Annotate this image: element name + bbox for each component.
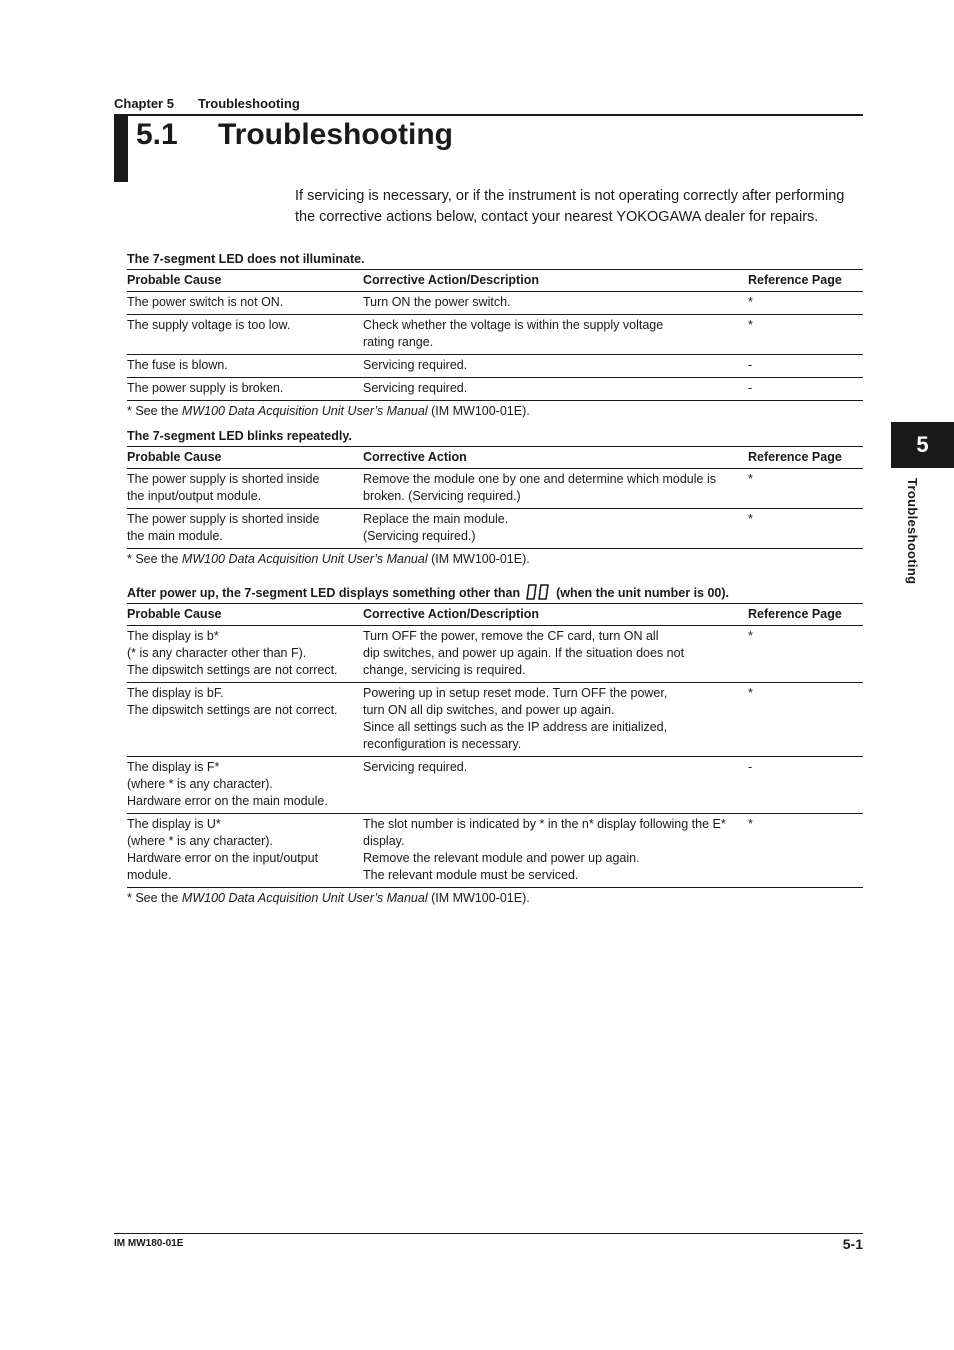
cause-cell xyxy=(127,509,363,549)
action-line: rating range. xyxy=(363,335,434,349)
action-line: The slot number is indicated by * in the n* display following the E* xyxy=(363,817,726,831)
footer-rule xyxy=(114,1233,863,1234)
section-title xyxy=(136,118,453,152)
cause-line: The display is U* xyxy=(127,817,221,831)
action-cell xyxy=(363,683,748,757)
cause-line: The power switch is not ON. xyxy=(127,295,284,309)
cause-cell xyxy=(127,626,363,683)
intro-paragraph: If servicing is necessary, or if the instrument is not operating correctly after performing the corrective actions below, contact your nearest YOKOGAWA dealer for repairs. xyxy=(295,188,845,225)
table-block-no-illumination xyxy=(127,249,863,421)
action-line: turn ON all dip switches, and power up again. xyxy=(363,703,615,717)
cause-cell xyxy=(127,814,363,888)
reference-cell: * xyxy=(748,469,863,509)
cause-line: (* is any character other than F). xyxy=(127,646,307,660)
chapter-tab: 5 xyxy=(891,422,954,468)
column-header: Corrective Action/Description xyxy=(363,604,748,626)
reference-cell: * xyxy=(748,683,863,757)
column-header: Corrective Action/Description xyxy=(363,270,748,292)
troubleshooting-table xyxy=(127,269,863,401)
table-title-start: After power up, the 7-segment LED displays something other than xyxy=(127,586,521,600)
action-line: Turn ON the power switch. xyxy=(363,295,511,309)
table-block-unexpected-display xyxy=(127,583,863,908)
section-number: 5.1 xyxy=(136,118,178,151)
cause-line: The dipswitch settings are not correct. xyxy=(127,703,338,717)
column-header: Probable Cause xyxy=(127,447,363,469)
column-header: Probable Cause xyxy=(127,270,363,292)
note-manual-title: MW100 Data Acquisition Unit User’s Manual xyxy=(181,552,428,566)
cause-line: The power supply is shorted inside xyxy=(127,472,320,486)
cause-line: The display is F* xyxy=(127,760,220,774)
column-header: Probable Cause xyxy=(127,604,363,626)
column-header: Reference Page xyxy=(748,604,863,626)
reference-cell: * xyxy=(748,292,863,315)
chapter-title: Troubleshooting xyxy=(197,96,300,111)
action-cell xyxy=(363,469,748,509)
cause-line: Hardware error on the input/output xyxy=(127,851,319,865)
action-line: reconfiguration is necessary. xyxy=(363,737,522,751)
table-title: The 7-segment LED does not illuminate. xyxy=(127,252,365,266)
note-prefix: * See the xyxy=(127,552,182,566)
action-line: Since all settings such as the IP address are initialized, xyxy=(363,720,668,734)
section-title-text: Troubleshooting xyxy=(218,118,453,151)
cause-line: The supply voltage is too low. xyxy=(127,318,291,332)
reference-cell: * xyxy=(748,509,863,549)
header-rule xyxy=(114,114,863,116)
note-suffix: (IM MW100-01E). xyxy=(427,552,530,566)
manual-reference-note xyxy=(127,889,863,908)
cause-cell xyxy=(127,469,363,509)
cause-cell xyxy=(127,757,363,814)
note-prefix: * See the xyxy=(127,891,182,905)
reference-cell: - xyxy=(748,378,863,401)
action-line: The relevant module must be serviced. xyxy=(363,868,579,882)
reference-cell: * xyxy=(748,626,863,683)
action-line: Replace the main module. xyxy=(363,512,509,526)
page-number: 5-1 xyxy=(842,1236,863,1252)
note-suffix: (IM MW100-01E). xyxy=(427,404,530,418)
document-code: IM MW180-01E xyxy=(114,1238,184,1249)
action-line: Remove the relevant module and power up again. xyxy=(363,851,640,865)
action-line: Servicing required. xyxy=(363,381,468,395)
cause-cell xyxy=(127,378,363,401)
reference-cell: - xyxy=(748,757,863,814)
troubleshooting-table xyxy=(127,603,863,888)
action-cell xyxy=(363,814,748,888)
manual-reference-note xyxy=(127,550,863,569)
chapter-header xyxy=(114,96,300,111)
action-line: display. xyxy=(363,834,405,848)
manual-reference-note xyxy=(127,402,863,421)
cause-line: (where * is any character). xyxy=(127,834,273,848)
action-cell xyxy=(363,626,748,683)
column-header: Reference Page xyxy=(748,447,863,469)
chapter-label: Chapter 5 xyxy=(114,96,174,111)
action-line: Powering up in setup reset mode. Turn OFF the power, xyxy=(363,686,668,700)
action-line: broken. (Servicing required.) xyxy=(363,489,521,503)
action-cell xyxy=(363,757,748,814)
title-bar xyxy=(114,114,128,182)
action-line: Servicing required. xyxy=(363,760,468,774)
reference-cell: * xyxy=(748,315,863,355)
action-cell xyxy=(363,315,748,355)
cause-line: the main module. xyxy=(127,529,223,543)
cause-line: the input/output module. xyxy=(127,489,262,503)
cause-cell xyxy=(127,355,363,378)
column-header: Reference Page xyxy=(748,270,863,292)
column-header: Corrective Action xyxy=(363,447,748,469)
cause-line: The dipswitch settings are not correct. xyxy=(127,663,338,677)
chapter-tab-label: Troubleshooting xyxy=(905,478,920,585)
action-line: change, servicing is required. xyxy=(363,663,526,677)
note-manual-title: MW100 Data Acquisition Unit User’s Manual xyxy=(181,404,428,418)
table-row xyxy=(127,292,863,315)
cause-line: The display is bF. xyxy=(127,686,224,700)
cause-cell xyxy=(127,292,363,315)
table-title-end: (when the unit number is 00). xyxy=(556,586,730,600)
note-suffix: (IM MW100-01E). xyxy=(427,891,530,905)
action-cell xyxy=(363,509,748,549)
cause-line: (where * is any character). xyxy=(127,777,273,791)
table-title: The 7-segment LED blinks repeatedly. xyxy=(127,429,352,443)
action-cell xyxy=(363,378,748,401)
seven-segment-00-icon xyxy=(526,583,551,601)
table-row xyxy=(127,626,863,683)
table-block-blinking xyxy=(127,426,863,569)
cause-line: module. xyxy=(127,868,172,882)
reference-cell: - xyxy=(748,355,863,378)
reference-cell: * xyxy=(748,814,863,888)
table-row xyxy=(127,814,863,888)
table-row xyxy=(127,315,863,355)
cause-cell xyxy=(127,315,363,355)
table-title xyxy=(127,583,863,603)
table-row xyxy=(127,683,863,757)
troubleshooting-table xyxy=(127,446,863,549)
action-line: Check whether the voltage is within the supply voltage xyxy=(363,318,664,332)
table-row xyxy=(127,757,863,814)
table-row xyxy=(127,469,863,509)
action-cell xyxy=(363,292,748,315)
cause-line: The power supply is broken. xyxy=(127,381,284,395)
action-line: dip switches, and power up again. If the situation does not xyxy=(363,646,685,660)
cause-line: The display is b* xyxy=(127,629,219,643)
action-line: (Servicing required.) xyxy=(363,529,476,543)
cause-line: Hardware error on the main module. xyxy=(127,794,328,808)
table-row xyxy=(127,378,863,401)
cause-line: The fuse is blown. xyxy=(127,358,228,372)
action-cell xyxy=(363,355,748,378)
cause-cell xyxy=(127,683,363,757)
table-row xyxy=(127,355,863,378)
table-row xyxy=(127,509,863,549)
action-line: Turn OFF the power, remove the CF card, turn ON all xyxy=(363,629,659,643)
cause-line: The power supply is shorted inside xyxy=(127,512,320,526)
action-line: Remove the module one by one and determine which module is xyxy=(363,472,716,486)
note-prefix: * See the xyxy=(127,404,182,418)
action-line: Servicing required. xyxy=(363,358,468,372)
note-manual-title: MW100 Data Acquisition Unit User’s Manual xyxy=(181,891,428,905)
